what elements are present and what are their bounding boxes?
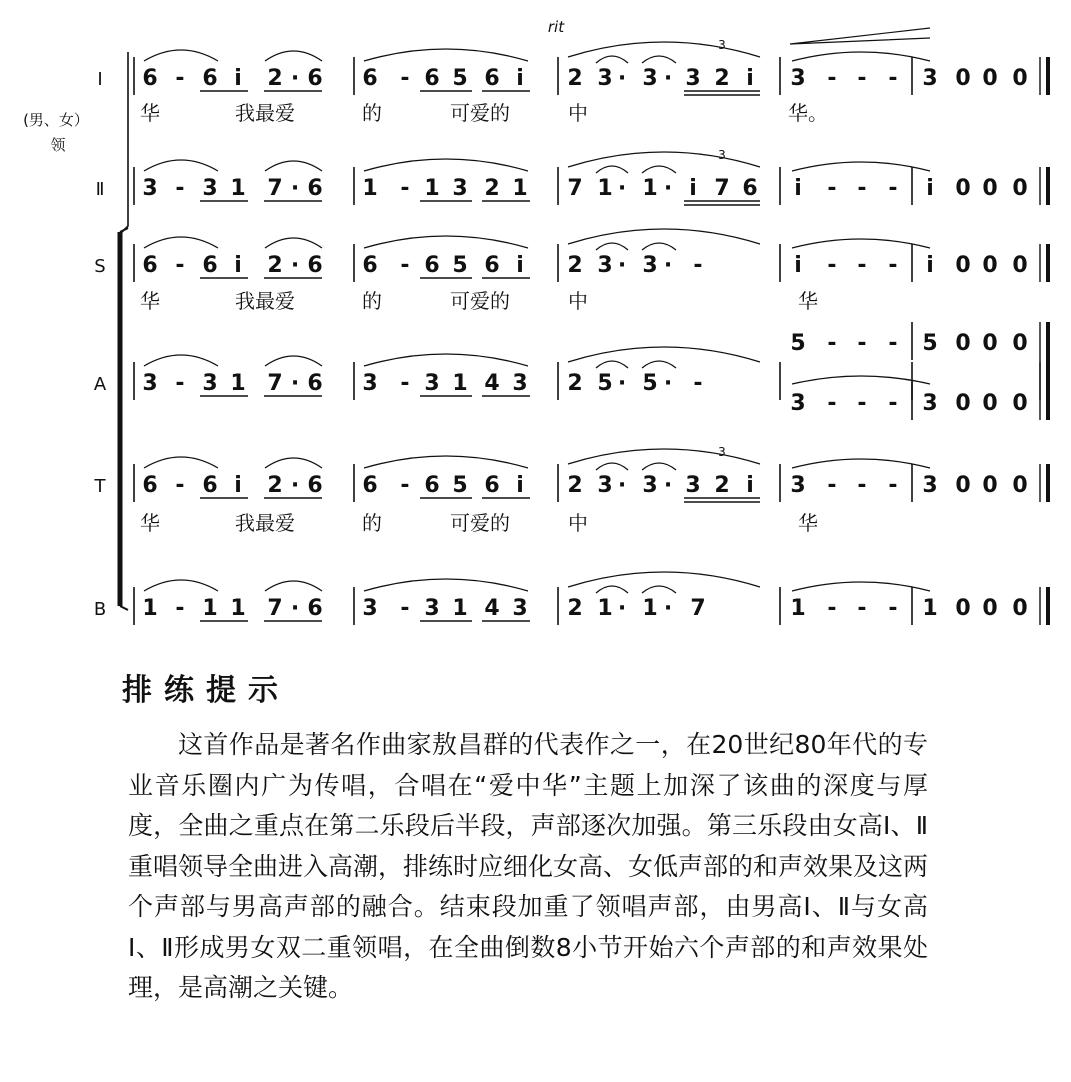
slur-arc [568, 42, 760, 57]
note-S-m2: 5 [452, 253, 468, 278]
slur-arc [568, 449, 760, 464]
note-B-m4: - [888, 596, 898, 621]
lyric-ke-ai-de: 可爱的 [450, 289, 510, 313]
triplet-mark: 3 [718, 38, 726, 52]
note-B-m3: 2 [567, 596, 583, 621]
note-S-m4: - [827, 253, 837, 278]
note-S-m2: - [400, 253, 410, 278]
note-S-m4: i [794, 253, 802, 278]
note-II-m3: · [663, 176, 673, 201]
note-I-m2: 6 [362, 66, 378, 91]
lyric-zhong: 中 [568, 289, 588, 313]
note-T-m5: 0 [1012, 473, 1028, 498]
lyric-wo-zui-ai: 我最爱 [235, 511, 295, 535]
note-A-m5-upper: 5 [922, 331, 938, 356]
note-I-m2: i [516, 66, 524, 91]
slur-arc [144, 355, 218, 366]
note-A-m5-lower: 0 [1012, 391, 1028, 416]
note-II-m1: 3 [202, 176, 218, 201]
part-label-II: Ⅱ [95, 179, 105, 200]
note-II-m2: 2 [484, 176, 500, 201]
slur-arc [364, 49, 528, 61]
slur-arc [642, 463, 676, 470]
note-B-m2: 3 [362, 596, 378, 621]
note-A-m1: 6 [307, 371, 323, 396]
note-T-m3: 3 [642, 473, 658, 498]
note-I-m2: 5 [452, 66, 468, 91]
lyric-hua: 华 [140, 511, 160, 535]
slur-arc [568, 347, 760, 362]
note-T-m3: · [617, 473, 627, 498]
tie-arc [792, 162, 930, 171]
slur-arc [364, 236, 528, 248]
note-I-m3: · [617, 66, 627, 91]
note-A-m5-lower: 0 [955, 391, 971, 416]
note-A-m2: 3 [512, 371, 528, 396]
note-A-m2: 1 [452, 371, 468, 396]
part-label-S: S [94, 256, 106, 277]
note-I-m3: 3 [685, 66, 701, 91]
note-B-m3: 1 [597, 596, 613, 621]
note-A-m4-lower: - [888, 391, 898, 416]
rehearsal-notes-body: 这首作品是著名作曲家敖昌群的代表作之一，在20世纪80年代的专业音乐圈内广为传唱，合唱在“爱中华”主题上加深了该曲的深度与厚度，全曲之重点在第二乐段后半段，声部逐次加强。第三乐段由女高Ⅰ、Ⅱ重唱领导全曲进入高潮，排练时应细化女高、女低声部的和声效果及这两个声部与男高声部的融合。结束段加重了领唱声部，由男高Ⅰ、Ⅱ与女高Ⅰ、Ⅱ形成男女双二重领唱，在全曲倒数8小节开始六个声部的和声效果处理，是高潮之关键。 [128, 730, 929, 1002]
note-B-m2: 3 [512, 596, 528, 621]
slur-arc [596, 166, 628, 173]
note-T-m4: - [888, 473, 898, 498]
note-A-m1: 3 [202, 371, 218, 396]
note-T-m5: 0 [955, 473, 971, 498]
note-II-m1: 6 [307, 176, 323, 201]
note-I-m4: - [888, 66, 898, 91]
note-S-m5: i [926, 253, 934, 278]
note-S-m2: 6 [362, 253, 378, 278]
note-S-m2: 6 [424, 253, 440, 278]
slur-arc [265, 356, 322, 366]
note-I-m1: 2 [267, 66, 283, 91]
note-A-m5-upper: 0 [1012, 331, 1028, 356]
note-II-m5: i [926, 176, 934, 201]
note-I-m3: i [746, 66, 754, 91]
note-II-m3: 6 [742, 176, 758, 201]
note-T-m4: - [857, 473, 867, 498]
triplet-mark: 3 [718, 148, 726, 162]
note-S-m1: - [175, 253, 185, 278]
note-S-m3: - [693, 253, 703, 278]
lyric-zhong: 中 [568, 511, 588, 535]
note-I-m1: 6 [307, 66, 323, 91]
note-I-m3: 3 [642, 66, 658, 91]
note-I-m3: 3 [597, 66, 613, 91]
slur-arc [364, 354, 528, 366]
lyric-wo-zui-ai: 我最爱 [235, 289, 295, 313]
note-II-m5: 0 [955, 176, 971, 201]
slur-arc [265, 238, 322, 248]
choir-bracket-bottom [120, 606, 128, 610]
slur-arc [642, 166, 676, 173]
note-A-m4-lower: 3 [790, 391, 806, 416]
note-II-m3: · [617, 176, 627, 201]
note-II-m3: 1 [597, 176, 613, 201]
lyric-layer [140, 101, 828, 535]
note-A-m4-upper: - [888, 331, 898, 356]
note-II-m2: 1 [512, 176, 528, 201]
note-T-m1: 2 [267, 473, 283, 498]
rehearsal-notes-heading: 排练提示 [122, 673, 290, 708]
note-S-m1: 6 [202, 253, 218, 278]
note-T-m3: 2 [567, 473, 583, 498]
note-S-m1: 6 [142, 253, 158, 278]
note-S-m5: 0 [982, 253, 998, 278]
note-II-m1: · [290, 176, 300, 201]
note-T-m1: 6 [202, 473, 218, 498]
note-T-m2: 6 [484, 473, 500, 498]
triplet-mark: 3 [718, 445, 726, 459]
note-B-m1: 6 [307, 596, 323, 621]
note-T-m2: 5 [452, 473, 468, 498]
slur-arc [568, 229, 760, 244]
note-A-m4-upper: 5 [790, 331, 806, 356]
slur-arc [596, 56, 628, 63]
note-B-m1: 1 [202, 596, 218, 621]
slur-arc [364, 159, 528, 171]
note-A-m3: 5 [597, 371, 613, 396]
note-B-m2: 3 [424, 596, 440, 621]
note-II-m3: 7 [567, 176, 583, 201]
note-T-m5: 3 [922, 473, 938, 498]
note-T-m4: - [827, 473, 837, 498]
slur-arc [596, 586, 628, 593]
lyric-de: 的 [362, 511, 382, 535]
note-A-m5-upper: 0 [982, 331, 998, 356]
note-I-m3: 2 [567, 66, 583, 91]
note-B-m3: · [663, 596, 673, 621]
note-II-m4: - [857, 176, 867, 201]
note-A-m3: · [663, 371, 673, 396]
note-II-m5: 0 [1012, 176, 1028, 201]
note-I-m5: 0 [1012, 66, 1028, 91]
note-A-m4-lower: - [857, 391, 867, 416]
note-A-m3: · [617, 371, 627, 396]
part-label-B: B [93, 599, 107, 620]
note-S-m4: - [888, 253, 898, 278]
note-I-m1: 6 [202, 66, 218, 91]
note-A-m1: 3 [142, 371, 158, 396]
slur-arc [265, 458, 322, 468]
note-B-m1: 1 [142, 596, 158, 621]
lead-bracket [122, 52, 128, 232]
slur-arc [568, 152, 760, 167]
note-S-m1: 6 [307, 253, 323, 278]
lyric-ke-ai-de: 可爱的 [450, 101, 510, 125]
crescendo-hairpin [790, 28, 930, 44]
note-T-m1: i [234, 473, 242, 498]
note-T-m4: 3 [790, 473, 806, 498]
slur-arc [364, 456, 528, 468]
note-T-m1: - [175, 473, 185, 498]
note-S-m1: i [234, 253, 242, 278]
note-S-m2: 6 [484, 253, 500, 278]
note-B-m5: 0 [955, 596, 971, 621]
slur-arc [642, 243, 676, 250]
note-A-m2: - [400, 371, 410, 396]
note-I-m5: 3 [922, 66, 938, 91]
rehearsal-notes [0, 655, 1071, 1082]
note-A-m1: · [290, 371, 300, 396]
slur-arc [568, 572, 760, 587]
note-A-m4-upper: - [857, 331, 867, 356]
note-I-m1: - [175, 66, 185, 91]
note-A-m5-lower: 0 [982, 391, 998, 416]
note-A-m3: 5 [642, 371, 658, 396]
note-T-m1: 6 [307, 473, 323, 498]
note-I-m4: - [827, 66, 837, 91]
note-II-m1: 3 [142, 176, 158, 201]
lyric-hua-final: 华 [798, 289, 818, 313]
lyric-wo-zui-ai: 我最爱 [235, 101, 295, 125]
note-II-m3: 1 [642, 176, 658, 201]
note-B-m2: 1 [452, 596, 468, 621]
note-A-m2: 3 [362, 371, 378, 396]
lyric-hua: 华 [140, 101, 160, 125]
note-II-m1: 1 [230, 176, 246, 201]
note-S-m5: 0 [955, 253, 971, 278]
lead-label-top: (男、女） [23, 111, 89, 129]
slur-arc [364, 579, 528, 591]
note-II-m4: - [827, 176, 837, 201]
note-A-m1: - [175, 371, 185, 396]
note-I-m1: i [234, 66, 242, 91]
note-I-m5: 0 [955, 66, 971, 91]
note-B-m3: 1 [642, 596, 658, 621]
note-I-m2: 6 [424, 66, 440, 91]
tie-arc [792, 376, 930, 384]
slur-arc [265, 161, 322, 171]
note-II-m2: 3 [452, 176, 468, 201]
lyric-de: 的 [362, 101, 382, 125]
note-B-m1: - [175, 596, 185, 621]
slur-arc [144, 237, 218, 248]
slur-arc [144, 457, 218, 468]
note-A-m3: - [693, 371, 703, 396]
note-II-m3: 7 [714, 176, 730, 201]
slur-arc [144, 580, 218, 591]
slur-arc [642, 586, 676, 593]
note-I-m2: 6 [484, 66, 500, 91]
note-B-m4: - [857, 596, 867, 621]
note-S-m3: 2 [567, 253, 583, 278]
note-S-m5: 0 [1012, 253, 1028, 278]
note-S-m3: 3 [597, 253, 613, 278]
note-II-m2: 1 [362, 176, 378, 201]
note-II-m2: 1 [424, 176, 440, 201]
part-label-T: T [94, 476, 106, 497]
note-B-m5: 0 [982, 596, 998, 621]
note-T-m2: i [516, 473, 524, 498]
note-B-m4: - [827, 596, 837, 621]
note-S-m3: · [663, 253, 673, 278]
note-S-m2: i [516, 253, 524, 278]
note-I-m3: · [663, 66, 673, 91]
note-B-m1: 1 [230, 596, 246, 621]
note-B-m5: 1 [922, 596, 938, 621]
note-T-m3: i [746, 473, 754, 498]
lyric-zhong: 中 [568, 101, 588, 125]
note-II-m3: i [689, 176, 697, 201]
lead-label-bottom: 领 [50, 136, 66, 154]
note-T-m2: - [400, 473, 410, 498]
note-T-m5: 0 [982, 473, 998, 498]
lyric-hua-final: 华。 [788, 101, 828, 125]
tie-arc [792, 459, 930, 468]
note-A-m3: 2 [567, 371, 583, 396]
note-B-m2: 4 [484, 596, 500, 621]
note-B-m2: - [400, 596, 410, 621]
lyric-hua: 华 [140, 289, 160, 313]
note-II-m1: - [175, 176, 185, 201]
lyric-hua-final: 华 [798, 511, 818, 535]
note-I-m5: 0 [982, 66, 998, 91]
note-A-m5-lower: 3 [922, 391, 938, 416]
note-S-m4: - [857, 253, 867, 278]
note-A-m4-upper: - [827, 331, 837, 356]
note-T-m2: 6 [362, 473, 378, 498]
tie-arc [792, 239, 930, 248]
note-II-m2: - [400, 176, 410, 201]
slur-arc [642, 56, 676, 63]
lyric-de: 的 [362, 289, 382, 313]
note-II-m4: - [888, 176, 898, 201]
note-T-m2: 6 [424, 473, 440, 498]
slur-arc [265, 581, 322, 591]
note-B-m3: · [617, 596, 627, 621]
note-A-m1: 7 [267, 371, 283, 396]
part-label-I: Ⅰ [97, 69, 103, 90]
slur-arc [596, 361, 628, 368]
lyric-ke-ai-de: 可爱的 [450, 511, 510, 535]
note-B-m4: 1 [790, 596, 806, 621]
note-T-m1: 6 [142, 473, 158, 498]
slur-arc [144, 50, 218, 61]
note-A-m2: 3 [424, 371, 440, 396]
note-T-m3: 3 [597, 473, 613, 498]
note-S-m3: 3 [642, 253, 658, 278]
tie-arc [792, 582, 930, 591]
note-B-m1: 7 [267, 596, 283, 621]
note-II-m4: i [794, 176, 802, 201]
note-I-m2: - [400, 66, 410, 91]
note-T-m1: · [290, 473, 300, 498]
note-B-m5: 0 [1012, 596, 1028, 621]
note-A-m2: 4 [484, 371, 500, 396]
note-B-m3: 7 [690, 596, 706, 621]
part-label-A: A [93, 374, 107, 395]
note-I-m4: 3 [790, 66, 806, 91]
slur-arc [596, 463, 628, 470]
note-A-m5-upper: 0 [955, 331, 971, 356]
note-I-m4: - [857, 66, 867, 91]
slur-arc [265, 51, 322, 61]
note-II-m5: 0 [982, 176, 998, 201]
note-T-m3: · [663, 473, 673, 498]
note-S-m1: · [290, 253, 300, 278]
tie-arc [792, 52, 930, 61]
note-I-m1: 6 [142, 66, 158, 91]
note-I-m3: 2 [714, 66, 730, 91]
note-II-m1: 7 [267, 176, 283, 201]
note-I-m1: · [290, 66, 300, 91]
note-T-m3: 2 [714, 473, 730, 498]
slur-arc [642, 361, 676, 368]
note-T-m3: 3 [685, 473, 701, 498]
note-A-m4-lower: - [827, 391, 837, 416]
note-S-m3: · [617, 253, 627, 278]
note-S-m1: 2 [267, 253, 283, 278]
slur-arc [144, 160, 218, 171]
slur-arc [596, 243, 628, 250]
note-B-m1: · [290, 596, 300, 621]
choir-bracket-top [120, 228, 128, 232]
note-A-m1: 1 [230, 371, 246, 396]
tempo-marking: rit [547, 18, 565, 36]
